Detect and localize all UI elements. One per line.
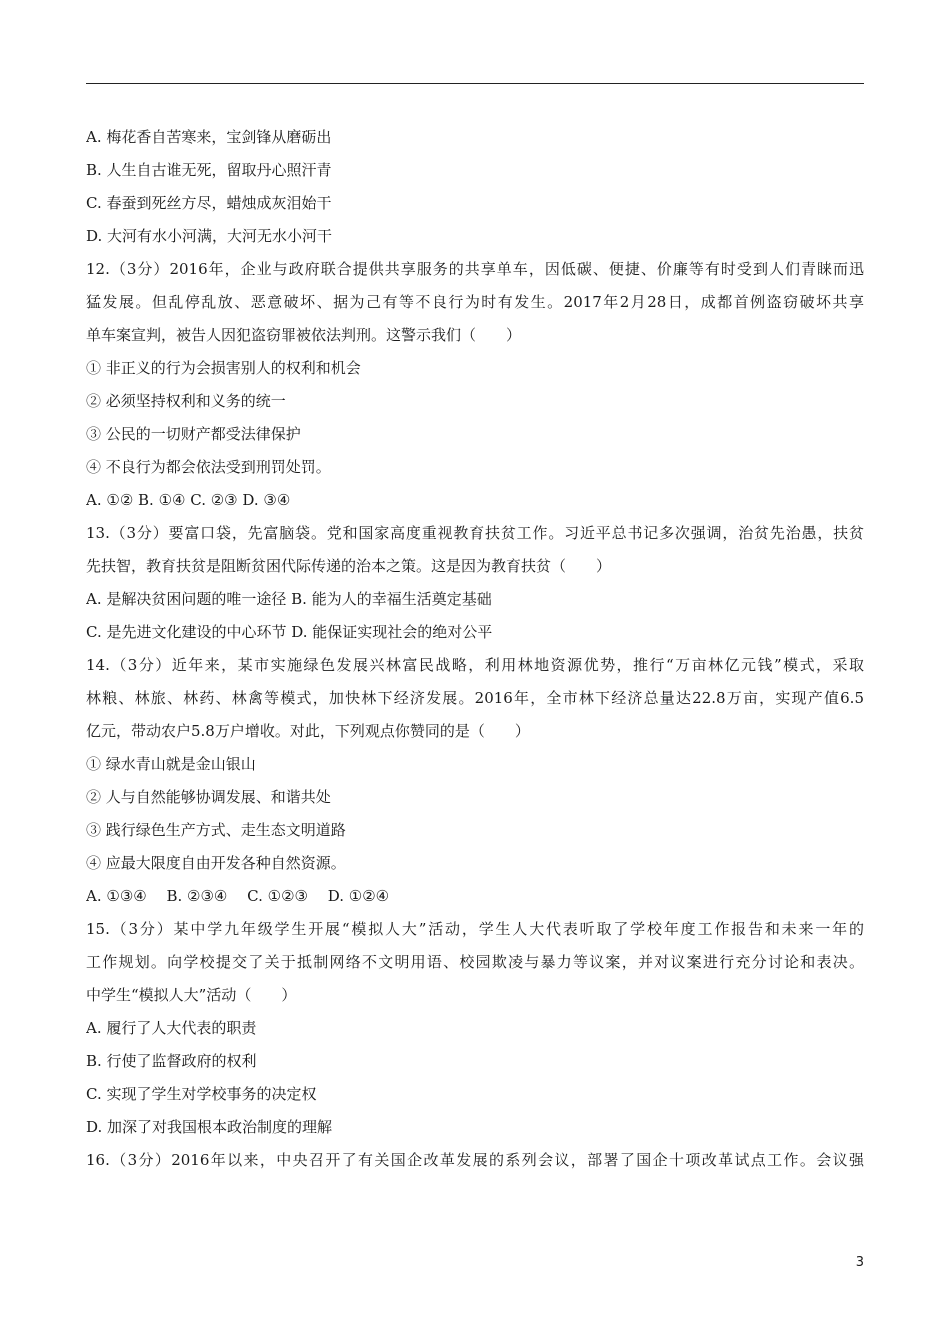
q12-stem-line-2: 猛发展。但乱停乱放、恶意破坏、据为己有等不良行为时有发生。2017年2月28日，成都首例盗窃破坏共享	[86, 293, 864, 311]
q15-stem-line-2: 工作规划。向学校提交了关于抵制网络不文明用语、校园欺凌与暴力等议案，并对议案进行充分讨论和表决。	[86, 953, 864, 971]
q14-options: A. ①③④ B. ②③④ C. ①②③ D. ①②④	[86, 887, 390, 905]
q14-stem-line-3: 亿元，带动农户5.8万户增收。对此，下列观点你赞同的是（ ）	[86, 722, 530, 740]
q11-option-b: B. 人生自古谁无死，留取丹心照汗青	[86, 161, 332, 179]
q14-statement-1: ① 绿水青山就是金山银山	[86, 755, 256, 773]
document-body	[86, 121, 864, 1177]
q12-statement-2: ② 必须坚持权利和义务的统一	[86, 392, 286, 410]
q15-option-d: D. 加深了对我国根本政治制度的理解	[86, 1118, 333, 1136]
q13-options-ab: A. 是解决贫困问题的唯一途径 B. 能为人的幸福生活奠定基础	[86, 590, 492, 608]
q15-option-c: C. 实现了学生对学校事务的决定权	[86, 1085, 317, 1103]
q12-stem-line-3: 单车案宣判，被告人因犯盗窃罪被依法判刑。这警示我们（ ）	[86, 326, 522, 344]
q12-statement-4: ④ 不良行为都会依法受到刑罚处罚。	[86, 458, 331, 476]
q14-stem-line-1: 14.（3分）近年来，某市实施绿色发展兴林富民战略，利用林地资源优势，推行“万亩林亿元钱”模式，采取	[86, 656, 864, 674]
q14-statement-2: ② 人与自然能够协调发展、和谐共处	[86, 788, 331, 806]
q12-statement-3: ③ 公民的一切财产都受法律保护	[86, 425, 301, 443]
q12-statement-1: ① 非正义的行为会损害别人的权利和机会	[86, 359, 361, 377]
page-number: 3	[855, 1255, 864, 1270]
q11-option-a: A. 梅花香自苦寒来，宝剑锋从磨砺出	[86, 128, 332, 146]
q16-stem-line-1: 16.（3分）2016年以来，中央召开了有关国企改革发展的系列会议，部署了国企十项改革试点工作。会议强	[86, 1151, 864, 1169]
q13-options-cd: C. 是先进文化建设的中心环节 D. 能保证实现社会的绝对公平	[86, 623, 493, 641]
q15-stem-line-3: 中学生“模拟人大”活动（ ）	[86, 986, 297, 1004]
q14-statement-3: ③ 践行绿色生产方式、走生态文明道路	[86, 821, 346, 839]
q15-option-a: A. 履行了人大代表的职责	[86, 1019, 257, 1037]
header-rule	[86, 83, 864, 84]
q14-stem-line-2: 林粮、林旅、林药、林禽等模式，加快林下经济发展。2016年，全市林下经济总量达22.8万亩，实现产值6.5	[86, 689, 864, 707]
q15-stem-line-1: 15.（3分）某中学九年级学生开展“模拟人大”活动，学生人大代表听取了学校年度工作报告和未来一年的	[86, 920, 864, 938]
q12-options: A. ①② B. ①④ C. ②③ D. ③④	[86, 491, 291, 509]
q13-stem-line-1: 13.（3分）要富口袋，先富脑袋。党和国家高度重视教育扶贫工作。习近平总书记多次强调，治贫先治愚，扶贫	[86, 524, 864, 542]
q12-stem-line-1: 12.（3分）2016年，企业与政府联合提供共享服务的共享单车，因低碳、便捷、价廉等有时受到人们青睐而迅	[86, 260, 864, 278]
q15-option-b: B. 行使了监督政府的权利	[86, 1052, 257, 1070]
q11-option-d: D. 大河有水小河满，大河无水小河干	[86, 227, 333, 245]
q14-statement-4: ④ 应最大限度自由开发各种自然资源。	[86, 854, 346, 872]
q11-option-c: C. 春蚕到死丝方尽，蜡烛成灰泪始干	[86, 194, 332, 212]
q13-stem-line-2: 先扶智，教育扶贫是阻断贫困代际传递的治本之策。这是因为教育扶贫（ ）	[86, 557, 612, 575]
